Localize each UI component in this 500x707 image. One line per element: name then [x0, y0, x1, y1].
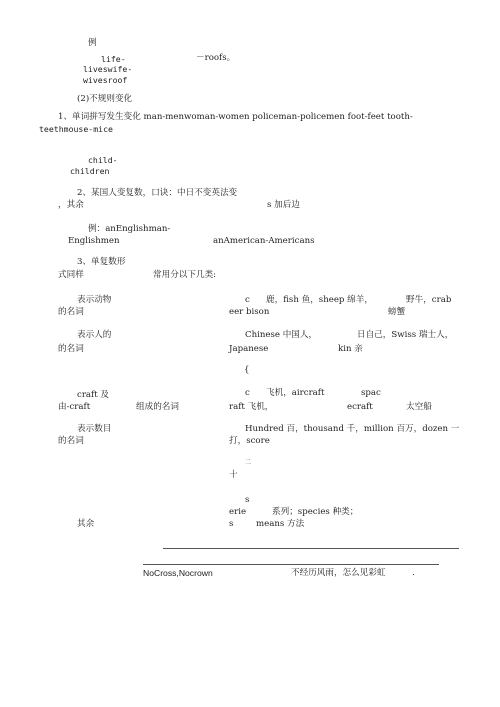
- example-child: child-: [88, 155, 118, 165]
- category-numbers-noun: 的名词: [58, 436, 84, 446]
- example-englishmen: Englishmen: [68, 236, 120, 246]
- craft-aircraft: 飞机，aircraft: [266, 388, 325, 398]
- rule-2-nationality: 2、某国人变复数，口诀：中日不变英法变: [77, 188, 238, 198]
- example-roofs: －roofs。: [196, 53, 236, 63]
- numbers-list: Hundred 百，thousand 千，million 百万，dozen 一: [245, 424, 460, 434]
- other-means: means 方法: [256, 519, 305, 529]
- example-label: 例: [88, 38, 97, 48]
- rule-3-categories: 常用分以下几类:: [153, 270, 217, 280]
- example-children: children: [70, 166, 110, 176]
- category-people-noun: 的名词: [58, 344, 84, 354]
- category-animals-noun: 的名词: [58, 307, 84, 317]
- other-erie: erie: [229, 507, 247, 517]
- other-s: s: [245, 495, 250, 505]
- rule-1-continued: teethmouse-mice: [39, 124, 113, 134]
- category-craft: craft 及: [77, 390, 110, 400]
- rule-3-continued: 式同样: [58, 270, 84, 280]
- footer-motto-cn: 不经历风雨，怎么见彩虹: [291, 568, 386, 578]
- footer-rule-2: [143, 564, 439, 565]
- example-wives-roof: wivesroof: [83, 75, 128, 85]
- category-other: 其余: [77, 519, 95, 529]
- people-japanese: Japanese: [229, 344, 269, 354]
- example-american: anAmerican-Americans: [213, 236, 315, 246]
- other-s2: s: [229, 519, 234, 529]
- numbers-score: 打，score: [229, 436, 270, 446]
- rule-3-same-form: 3、单复数形: [77, 257, 126, 267]
- footer-motto-en: NoCross,Nocrown: [143, 568, 213, 578]
- category-numbers: 表示数目: [77, 424, 112, 434]
- people-swiss: 日自己，Swiss 瑞士人，: [357, 330, 454, 340]
- numbers-two: 二: [245, 459, 252, 466]
- animals-list: 鹿，fish 鱼，sheep 绵羊，: [266, 295, 373, 305]
- people-chinese: Chinese 中国人，: [245, 330, 318, 340]
- craft-raft: raft 飞机，: [229, 402, 274, 412]
- other-series-species: 系列；species 种类；: [272, 507, 359, 517]
- example-life: life-: [101, 54, 126, 64]
- category-people: 表示人的: [77, 330, 112, 340]
- category-animals: 表示动物: [77, 295, 112, 305]
- animals-deer-bison: eer bison: [229, 307, 270, 317]
- category-craft-desc: 组成的名词: [136, 402, 179, 412]
- craft-ecraft: ecraft: [347, 402, 373, 412]
- animals-crab-cn: 螃蟹: [388, 307, 406, 317]
- brace-mark: {: [244, 365, 250, 375]
- section-irregular-heading: (2)不规则变化: [77, 94, 133, 104]
- footer-period: .: [412, 568, 415, 578]
- animals-c: c: [245, 295, 250, 305]
- people-kin: kin 亲: [338, 344, 363, 354]
- craft-c: c: [245, 388, 250, 398]
- rule-2-suffix: s 加后边: [267, 200, 300, 210]
- category-craft-noun: 由-craft: [58, 402, 91, 412]
- numbers-ten: 十: [229, 470, 238, 480]
- animals-bison-crab: 野牛，crab: [406, 295, 452, 305]
- example-englishman: 例：anEnglishman-: [88, 224, 171, 234]
- example-lives-wife: liveswife-: [83, 64, 133, 74]
- footer-rule-1: [163, 548, 459, 549]
- craft-spaceship: 太空船: [406, 402, 432, 412]
- craft-spac: spac: [361, 388, 381, 398]
- rule-1-spelling-change: 1、单词拼写发生变化 man-menwoman-women policeman-policemen foot-feet tooth-: [58, 112, 413, 122]
- rule-2-rest: ，其余: [58, 200, 84, 210]
